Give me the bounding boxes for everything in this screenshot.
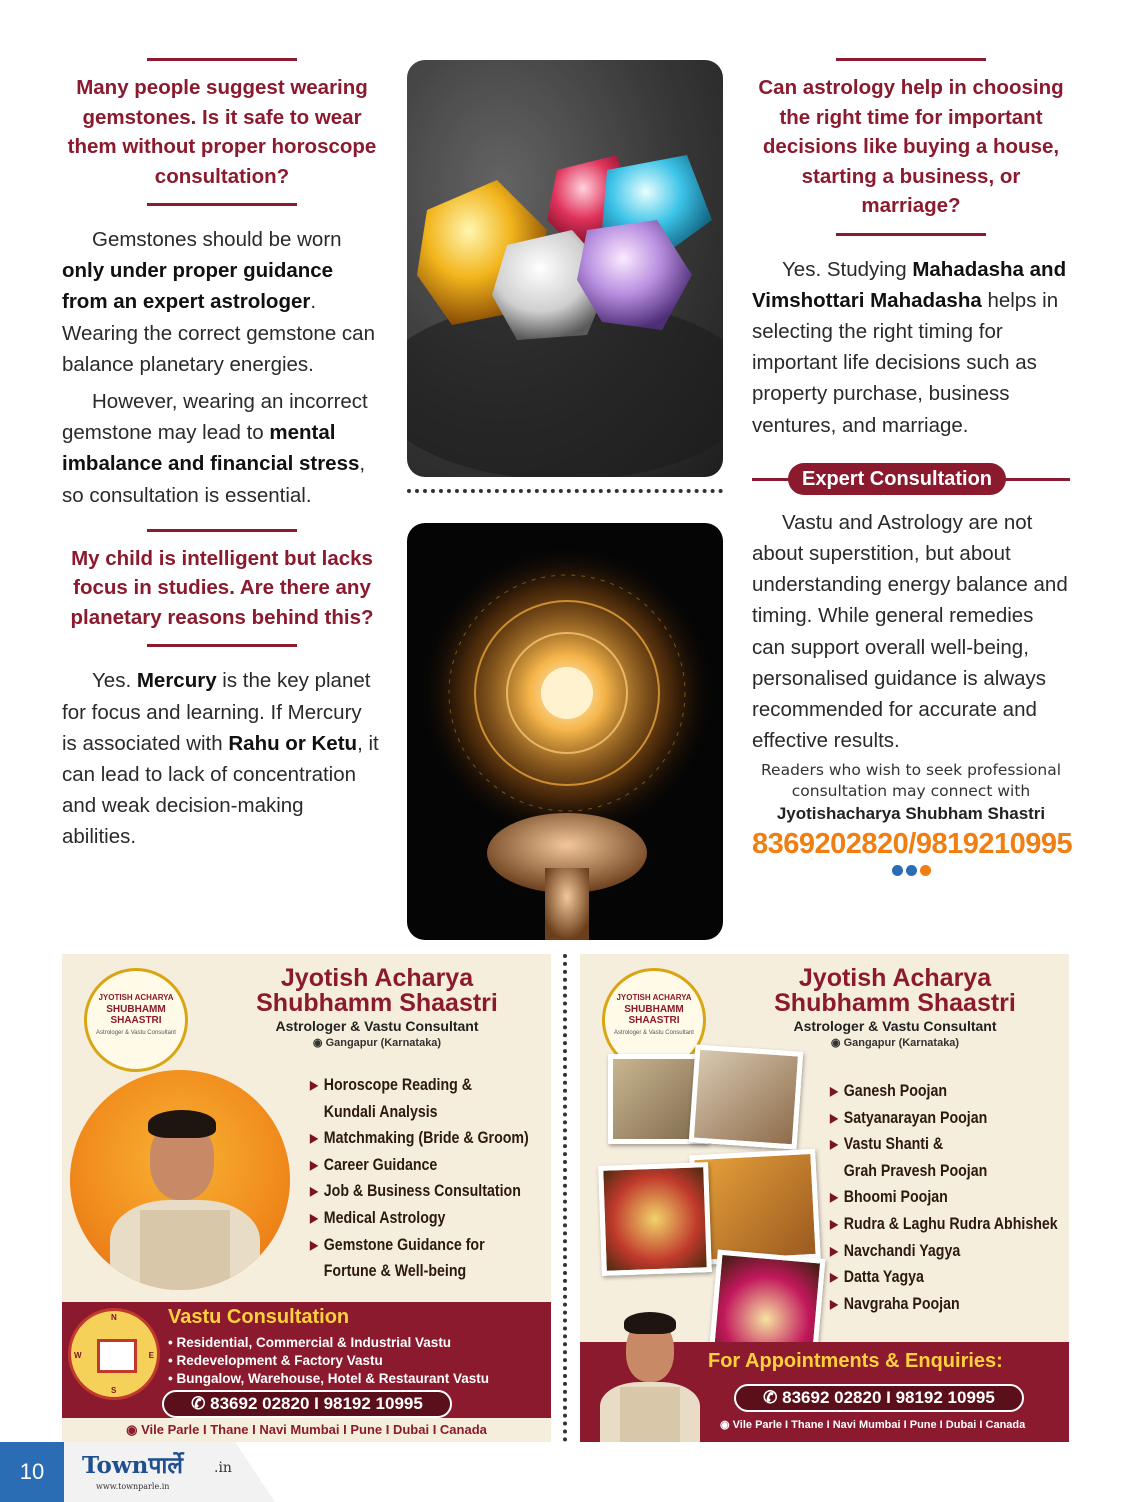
vastu-service-item: • Bungalow, Warehouse, Hotel & Restaurant Vastu: [168, 1371, 490, 1386]
logo-top-text: JYOTISH ACHARYA: [616, 993, 692, 1002]
service-item: ▶ Datta Yagya: [830, 1264, 1058, 1291]
arrow-bullet-icon: ▶: [830, 1243, 838, 1258]
arrow-bullet-icon: ▶: [830, 1216, 838, 1231]
readers-note: Readers who wish to seek professional consultation may connect with: [760, 761, 1062, 801]
middle-column: [407, 60, 723, 940]
ad-phone[interactable]: ✆ 83692 02820 I 98192 10995: [162, 1390, 452, 1418]
service-item: ▶ Matchmaking (Bride & Groom): [310, 1125, 529, 1152]
dot: [920, 865, 931, 876]
logo-top-text: JYOTISH ACHARYA: [98, 993, 174, 1002]
pooja-photo: [689, 1044, 804, 1149]
ad-phone[interactable]: ✆ 83692 02820 I 98192 10995: [734, 1384, 1024, 1412]
answer-paragraph: Yes. Studying Mahadasha and Vimshottari Mahadasha helps in selecting the right timing for important life decisions such as property purchase, business ventures, and marriage.: [752, 257, 1067, 437]
question-timing-title: Can astrology help in choosing the right time for important decisions like buying a house, starting a business, or marriage?: [758, 76, 1064, 217]
ad-cities: ◉ Vile Parle I Thane I Navi Mumbai I Pune I Dubai I Canada: [720, 1419, 1026, 1431]
arrow-bullet-icon: ▶: [830, 1084, 838, 1098]
gemstones-illustration: [407, 60, 723, 477]
ad-header: [212, 966, 542, 1049]
astrology-services-ad: [62, 954, 551, 1442]
column-separator: [407, 489, 723, 493]
appointments-band: [580, 1342, 1069, 1442]
service-item: ▶ Vastu Shanti &: [830, 1131, 1058, 1158]
astrology-services-list: [310, 1072, 551, 1285]
answer-paragraph: Vastu and Astrology are not about superstition, but about understanding energy balance and timing. While general remedies can support overall well-being, personalised guidance is always recommended for accurate and effective results.: [752, 510, 1068, 753]
brand-wordmark: Townपार्ले: [82, 1452, 183, 1479]
zodiac-wheel-photo: [407, 523, 723, 940]
logo-sub-text: Astrologer & Vastu Consultant: [614, 1030, 694, 1036]
ad-name-line2: Shubhamm Shaastri: [256, 989, 498, 1017]
person-figure: [590, 1302, 710, 1442]
service-item: ▶ Satyanarayan Poojan: [830, 1105, 1058, 1132]
logo-sub-text: Astrologer & Vastu Consultant: [96, 1030, 176, 1036]
pooja-photo-collage: [592, 1054, 822, 1304]
dot: [892, 865, 903, 876]
page-number: 10: [0, 1442, 64, 1502]
pooja-services-ad: [580, 954, 1069, 1442]
ad-separator: [563, 954, 567, 1442]
gemstones-photo: [407, 60, 723, 477]
ad-name-line1: Jyotish Acharya: [798, 964, 992, 992]
title-rule: [147, 58, 297, 61]
title-rule: [147, 644, 297, 647]
arrow-bullet-icon: ▶: [310, 1210, 318, 1225]
logo-main-text: SHUBHAMM SHAASTRI: [106, 1004, 166, 1026]
zodiac-illustration: [407, 523, 723, 940]
astrologer-name: Jyotishacharya Shubham Shastri: [776, 804, 1046, 824]
pooja-photo: [598, 1162, 712, 1276]
ad-cities: ◉ Vile Parle I Thane I Navi Mumbai I Pune I Dubai I Canada: [62, 1418, 551, 1442]
title-rule: [147, 203, 297, 206]
phone-icon: ✆: [763, 1388, 783, 1407]
question-focus-title: My child is intelligent but lacks focus in studies. Are there any planetary reasons behind this?: [70, 546, 374, 629]
service-item: ▶ Navchandi Yagya: [830, 1238, 1058, 1265]
pooja-services-list: [830, 1078, 1069, 1317]
arrow-bullet-icon: ▶: [310, 1184, 318, 1199]
ad-location: ◉ Gangapur (Karnataka): [312, 1037, 442, 1049]
answer-paragraph: However, wearing an incorrect gemstone may lead to mental imbalance and financial stress, so consultation is essential.: [62, 390, 368, 507]
arrow-bullet-icon: ▶: [830, 1110, 838, 1125]
expert-consultation-body: [752, 507, 1070, 757]
vastu-service-item: • Residential, Commercial & Industrial Vastu: [168, 1335, 452, 1350]
vastu-title: Vastu Consultation: [168, 1306, 350, 1328]
service-item: Grah Pravesh Poojan: [843, 1161, 988, 1180]
end-dots: [752, 865, 1070, 876]
ad-location: ◉ Gangapur (Karnataka): [830, 1037, 960, 1049]
brand-url[interactable]: www.townparle.in: [96, 1482, 170, 1491]
service-item: Kundali Analysis: [323, 1102, 438, 1121]
location-pin-icon: ◉: [720, 1419, 733, 1431]
house-icon: [97, 1339, 137, 1373]
arrow-bullet-icon: ▶: [310, 1237, 318, 1252]
brand-tld: .in: [214, 1460, 232, 1476]
ad-subtitle: Astrologer & Vastu Consultant: [275, 1018, 479, 1034]
right-column: [752, 58, 1073, 876]
brand-logo: [84, 968, 188, 1072]
arrow-bullet-icon: ▶: [310, 1078, 318, 1092]
townparle-brand[interactable]: [64, 1442, 274, 1502]
left-column: [62, 58, 382, 861]
arrow-bullet-icon: ▶: [310, 1157, 318, 1172]
arrow-bullet-icon: ▶: [830, 1137, 838, 1152]
vastu-service-item: • Redevelopment & Factory Vastu: [168, 1353, 383, 1368]
person-figure: [70, 1070, 290, 1290]
phone-icon: ✆: [191, 1394, 211, 1413]
service-item: Fortune & Well-being: [323, 1262, 467, 1281]
contact-phone-numbers[interactable]: 8369202820/9819210995: [752, 828, 1073, 861]
appointments-title: For Appointments & Enquiries:: [708, 1350, 1003, 1372]
question-gemstones-title: Many people suggest wearing gemstones. Is it safe to wear them without proper horoscope consultation?: [67, 76, 377, 188]
service-item: ▶ Job & Business Consultation: [310, 1178, 529, 1205]
ad-name-line2: Shubhamm Shaastri: [774, 989, 1016, 1017]
arrow-bullet-icon: ▶: [830, 1270, 838, 1285]
brand-slant-decoration: [235, 1442, 275, 1502]
ad-header: [730, 966, 1060, 1049]
dot: [906, 865, 917, 876]
title-rule: [147, 529, 297, 532]
expert-consultation-header: [752, 463, 1070, 497]
arrow-bullet-icon: ▶: [830, 1190, 838, 1205]
location-pin-icon: ◉: [830, 1037, 844, 1049]
location-pin-icon: ◉: [312, 1037, 326, 1049]
logo-main-text: SHUBHAMM SHAASTRI: [624, 1004, 684, 1026]
title-rule: [836, 58, 986, 61]
astrologer-portrait: [70, 1070, 290, 1290]
service-item: ▶ Rudra & Laghu Rudra Abhishek: [830, 1211, 1058, 1238]
answer-timing: [752, 254, 1070, 441]
answer-focus: [62, 665, 382, 861]
answer-gemstones: [62, 224, 382, 511]
service-item: ▶ Horoscope Reading &: [310, 1072, 529, 1099]
service-item: ▶ Bhoomi Poojan: [830, 1184, 1058, 1211]
answer-paragraph: Yes. Mercury is the key planet for focus and learning. If Mercury is associated with Rahu or Ketu, it can lead to lack of concentration and weak decision-making abilities.: [62, 669, 379, 849]
vastu-services-list: [168, 1334, 489, 1388]
expert-consultation-label: Expert Consultation: [788, 463, 1006, 495]
arrow-bullet-icon: ▶: [310, 1131, 318, 1146]
arrow-bullet-icon: ▶: [830, 1296, 838, 1311]
location-pin-icon: ◉: [126, 1422, 142, 1437]
service-item: ▶ Career Guidance: [310, 1152, 529, 1179]
title-rule: [836, 233, 986, 236]
service-item: ▶ Medical Astrology: [310, 1205, 529, 1232]
vastu-compass-icon: N S W E: [68, 1308, 160, 1400]
service-item: ▶ Navgraha Poojan: [830, 1291, 1058, 1318]
ad-name-line1: Jyotish Acharya: [280, 964, 474, 992]
service-item: ▶ Gemstone Guidance for: [310, 1232, 529, 1259]
answer-paragraph: Gemstones should be worn only under proper guidance from an expert astrologer. Wearing the correct gemstone can balance planetary energies.: [62, 228, 375, 376]
service-item: ▶ Ganesh Poojan: [830, 1078, 1058, 1105]
ad-subtitle: Astrologer & Vastu Consultant: [793, 1018, 997, 1034]
